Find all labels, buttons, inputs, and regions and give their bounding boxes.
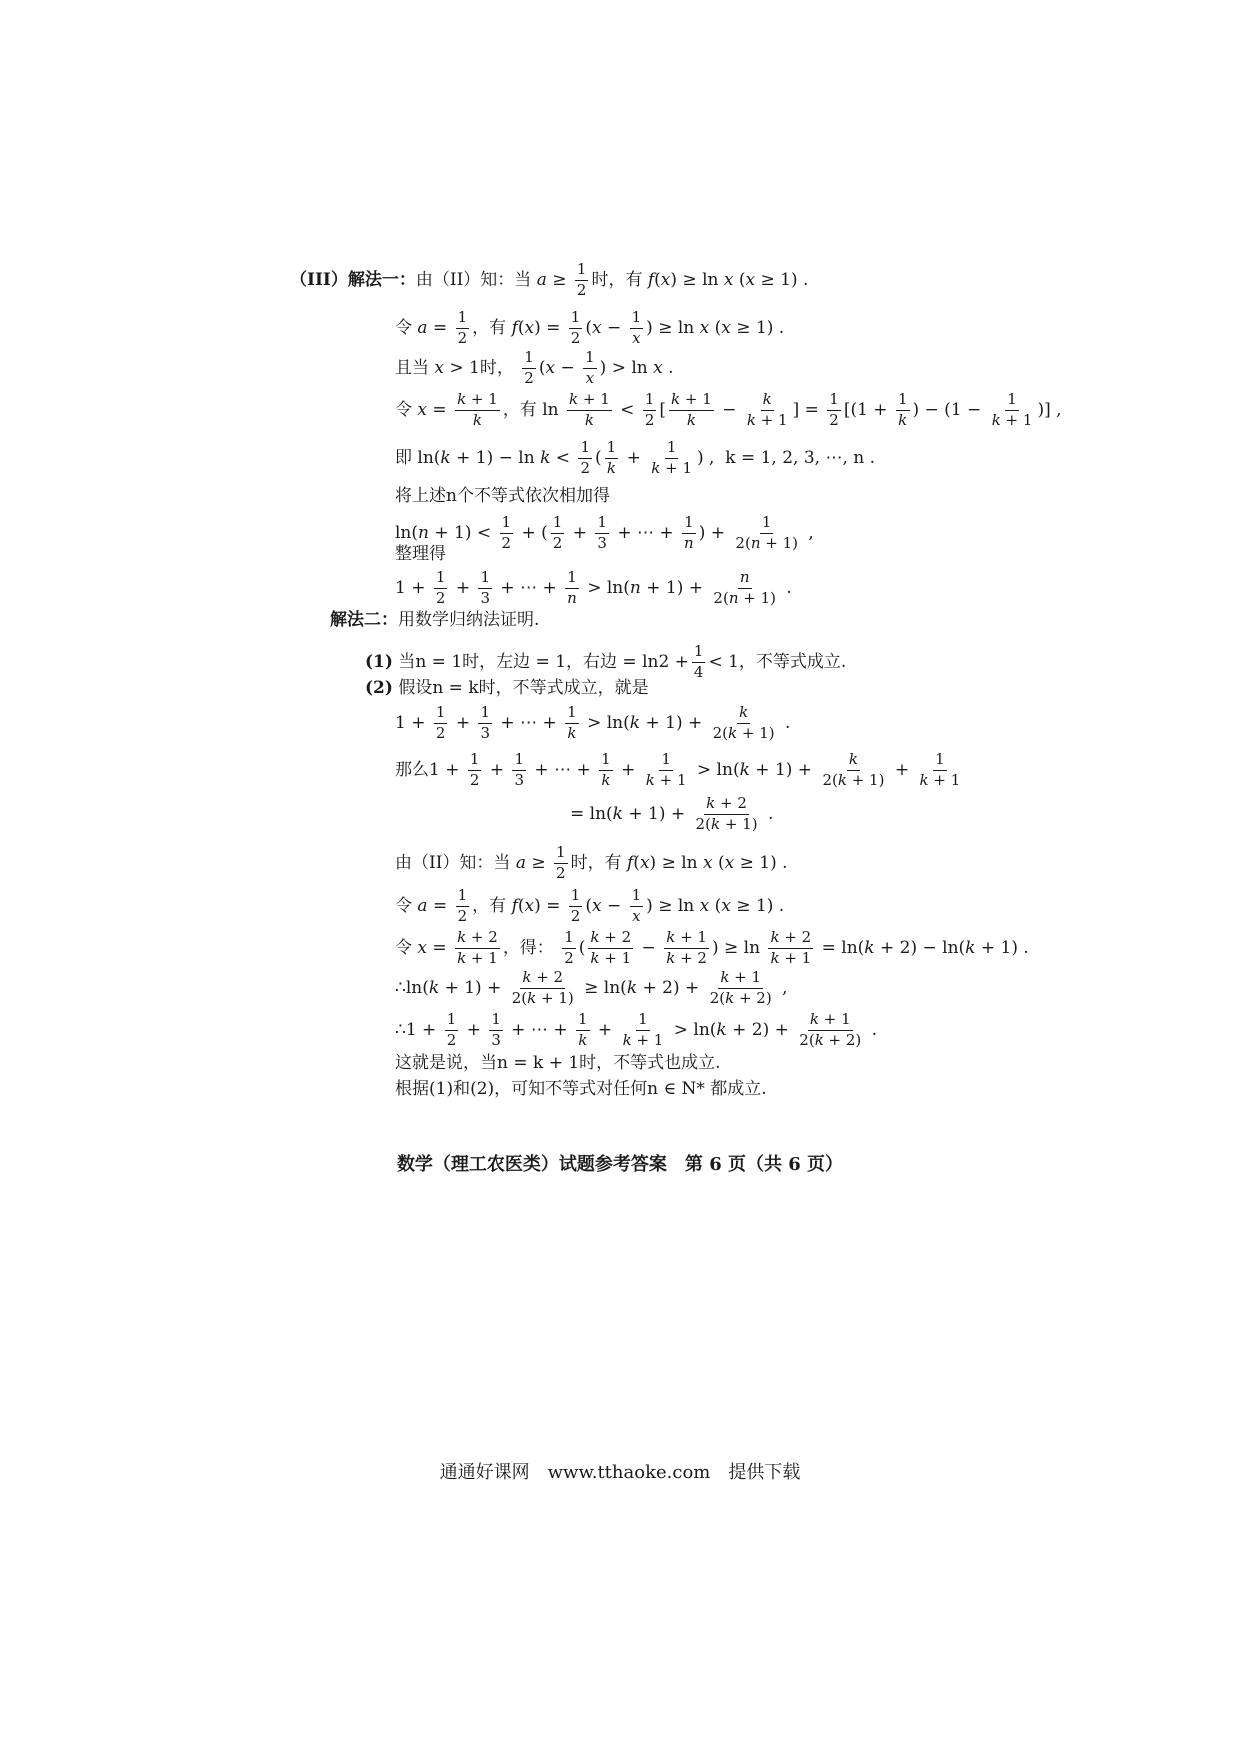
math: ln(k + 1) + $\frac{k + 2}{2(k + 1)}$ ≥ ln(k + 2) + $\frac{k + 1}{2(k + 2)}$ , — [405, 968, 788, 1007]
line-r5: ∴ 1 + $\frac{1}{2}$ + $\frac{1}{3}$ + ⋯ + $\frac{1}{k}$ + $\frac{1}{k + 1}$ > ln(k + 2) + $\frac{k + 1}{2(k + 2)}$ . — [395, 1010, 878, 1049]
line-r4: ∴ ln(k + 1) + $\frac{k + 2}{2(k + 1)}$ ≥ ln(k + 2) + $\frac{k + 1}{2(k + 2)}$ , — [395, 968, 788, 1007]
line-r2: 令 a = $\frac{1}{2}$ ，有 f(x) = $\frac{1}{2}$ (x − $\frac{1}{x}$ ) ≥ ln x (x ≥ 1) . — [395, 886, 785, 925]
math: a ≥ $\frac{1}{2}$ — [536, 260, 587, 299]
line-s2-3 — [570, 796, 773, 833]
math: ln $\frac{k + 1}{k}$ < $\frac{1}{2}$ [ $\frac{k + 1}{k}$ − $\frac{k}{k + 1}$ ] = $\frac{1}{2}$ [(1 + $\frac{1}{k}$ ) − (1 − $\frac{1}{k + 1}$ )] , — [536, 390, 1062, 429]
line-4: 令 x = $\frac{k + 1}{k}$ ，有 ln $\frac{k + 1}{k}$ < $\frac{1}{2}$ [ $\frac{k + 1}{k}$ − $\frac{k}{k + 1}$ ] = $\frac{1}{2}$ [(1 + $\frac{1}{k}$ ) − (1 − $\frac{1}{k + 1}$ )] , — [395, 390, 1062, 429]
math: x = $\frac{k + 1}{k}$ — [417, 390, 498, 429]
math: ln(n + 1) < $\frac{1}{2}$ + ( $\frac{1}{2}$ + $\frac{1}{3}$ + ⋯ + $\frac{1}{n}$ ) + $\frac{1}{2(n + 1)}$ , — [395, 513, 814, 552]
site-credit: 通通好课网 www.tthaoke.com 提供下载 — [439, 1462, 801, 1483]
step-1: (1) 当n = 1时，左边 = 1，右边 = ln2 + $\frac{1}{4}$ < 1，不等式成立. — [365, 642, 847, 681]
line-5: 即 ln(k + 1) − ln k < $\frac{1}{2}$ ( $\frac{1}{k}$ + $\frac{1}{k + 1}$ ) , k = 1, 2, 3, ⋯, n . — [395, 438, 876, 477]
method-2-line: 解法二： 用数学归纳法证明. — [330, 610, 540, 630]
line-8: 整理得 — [395, 544, 446, 564]
math: f(x) ≥ ln x (x ≥ 1) . — [647, 269, 809, 290]
math: a = $\frac{1}{2}$ — [417, 308, 468, 347]
math: f(x) ≥ ln x (x ≥ 1) . — [627, 852, 788, 873]
math: ln(k + 1) − ln k < $\frac{1}{2}$ ( $\frac{1}{k}$ + $\frac{1}{k + 1}$ ) , — [412, 438, 726, 477]
line-r3: 令 x = $\frac{k + 2}{k + 1}$ ，得： $\frac{1}{2}$ ( $\frac{k + 2}{k + 1}$ − $\frac{k + 1}{k + 2}$ ) ≥ ln $\frac{k + 2}{k + 1}$ = ln(k + 2) − ln(k + 1) . — [395, 928, 1029, 967]
line-s2-2: 那么 1 + $\frac{1}{2}$ + $\frac{1}{3}$ + ⋯ + $\frac{1}{k}$ + $\frac{1}{k + 1}$ > ln(k + 1) + $\frac{k}{2(k + 1)}$ + $\frac{1}{k + 1}$ — [395, 752, 965, 789]
line-9 — [395, 570, 792, 607]
math: f(x) = $\frac{1}{2}$ (x − $\frac{1}{x}$ ) ≥ ln x (x ≥ 1) . — [511, 308, 785, 347]
math: 1 + $\frac{1}{2}$ + $\frac{1}{3}$ + ⋯ + $\frac{1}{k}$ + $\frac{1}{k + 1}$ > ln(k + 2) + $\frac{k + 1}{2(k + 2)}$ . — [405, 1010, 878, 1049]
part3-label: （III）解法一： — [290, 269, 416, 290]
math: a = $\frac{1}{2}$ — [417, 886, 468, 925]
math: x > 1 — [434, 357, 480, 378]
page-footer: 数学（理工农医类）试题参考答案 第 6 页（共 6 页） — [396, 1154, 844, 1175]
math: $\frac{1}{2}$ (x − $\frac{1}{x}$ ) > ln x . — [524, 348, 674, 387]
math: = ln(k + 1) + $\frac{k + 2}{2(k + 1)}$ . — [570, 794, 774, 833]
math: $\frac{1}{4}$ — [693, 642, 704, 681]
math: f(x) = $\frac{1}{2}$ (x − $\frac{1}{x}$ ) ≥ ln x (x ≥ 1) . — [511, 886, 785, 925]
math: x = $\frac{k + 2}{k + 1}$ — [417, 928, 498, 967]
math: 1 + $\frac{1}{2}$ + $\frac{1}{3}$ + ⋯ + $\frac{1}{k}$ + $\frac{1}{k + 1}$ > ln(k + 1) + $\frac{k}{2(k + 1)}$ + $\frac{1}{k + 1}$ — [429, 750, 961, 789]
conclusion-2: 根据(1)和(2)，可知不等式对任何n ∈ N* 都成立. — [395, 1079, 767, 1099]
math: a ≥ $\frac{1}{2}$ — [515, 843, 566, 882]
line-2: 令 a = $\frac{1}{2}$ ，有 f(x) = $\frac{1}{2}$ (x − $\frac{1}{x}$ ) ≥ ln x (x ≥ 1) . — [395, 308, 785, 347]
line-6: 将上述n个不等式依次相加得 — [395, 486, 610, 506]
conclusion-1: 这就是说，当n = k + 1时，不等式也成立. — [395, 1053, 721, 1073]
step-2: (2) 假设n = k时，不等式成立，就是 — [365, 678, 649, 698]
math: $\frac{1}{2}$ ( $\frac{k + 2}{k + 1}$ − $\frac{k + 1}{k + 2}$ ) ≥ ln $\frac{k + 2}{k + 1}$ = ln(k + 2) − ln(k + 1) . — [564, 928, 1029, 967]
line-3: 且当 x > 1 时， $\frac{1}{2}$ (x − $\frac{1}{x}$ ) > ln x . — [395, 348, 674, 387]
line-r1: 由（II）知：当 a ≥ $\frac{1}{2}$ 时，有 f(x) ≥ ln x (x ≥ 1) . — [395, 843, 788, 882]
line-7 — [395, 515, 814, 552]
math: 1 + $\frac{1}{2}$ + $\frac{1}{3}$ + ⋯ + $\frac{1}{k}$ > ln(k + 1) + $\frac{k}{2(k + 1)}$ . — [395, 703, 791, 742]
line-1: （III）解法一： 由（II）知：当 a ≥ $\frac{1}{2}$ 时，有 f(x) ≥ ln x (x ≥ 1) . — [290, 260, 809, 299]
method-2-label: 解法二： — [330, 610, 398, 630]
line-s2-1 — [395, 705, 790, 742]
math: 1 + $\frac{1}{2}$ + $\frac{1}{3}$ + ⋯ + $\frac{1}{n}$ > ln(n + 1) + $\frac{n}{2(n + 1)}$ . — [395, 568, 792, 607]
